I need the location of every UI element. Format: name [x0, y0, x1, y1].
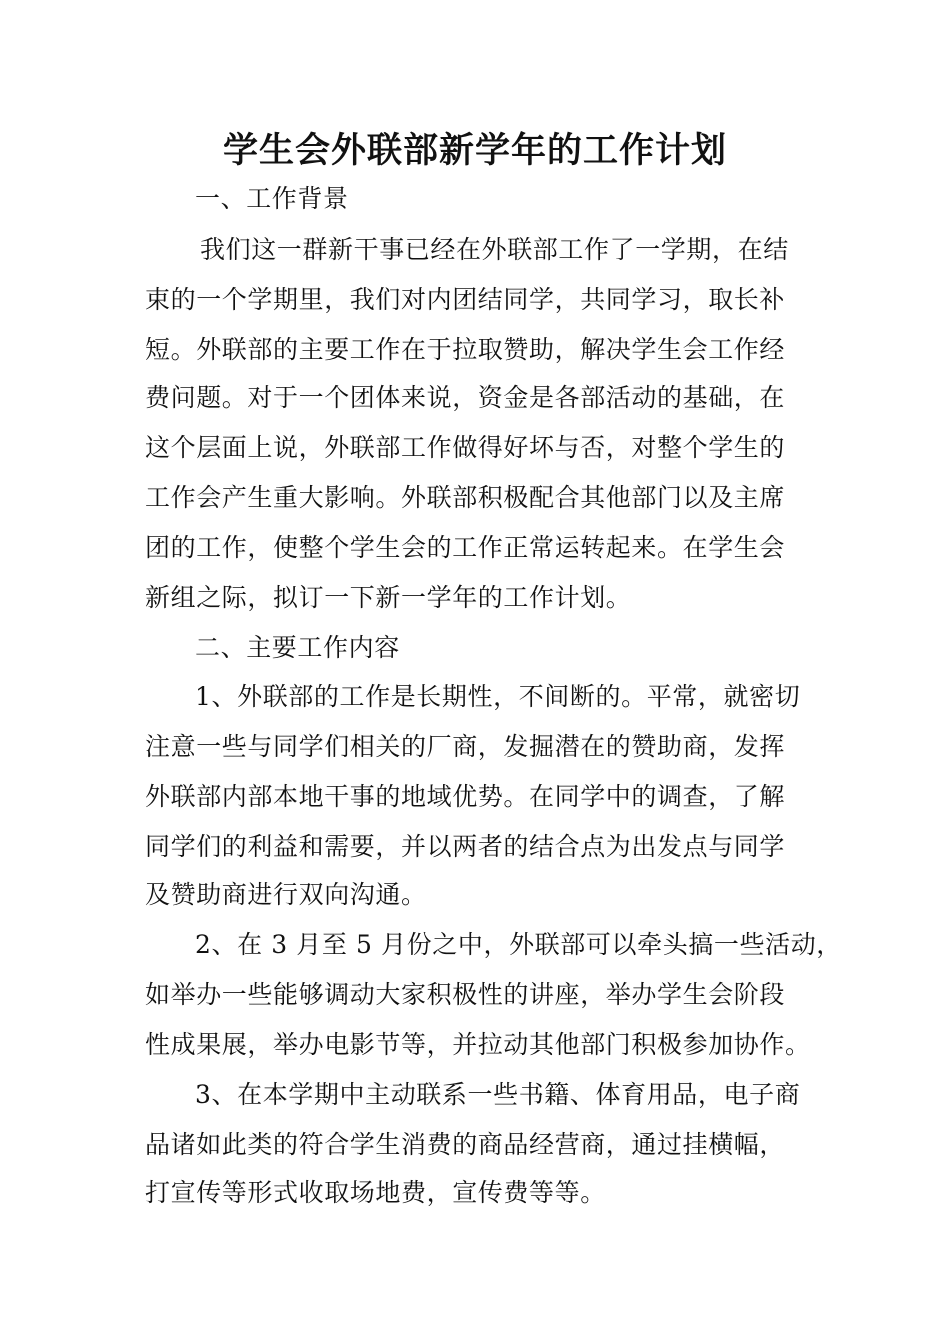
paragraph-line: 费问题。对于一个团体来说，资金是各部活动的基础，在: [145, 383, 786, 412]
section-heading-main-work: 二、主要工作内容: [195, 633, 400, 662]
paragraph-line: 打宣传等形式收取场地费，宣传费等等。: [145, 1178, 606, 1207]
paragraph-line: 3、在本学期中主动联系一些书籍、体育用品，电子商: [195, 1080, 801, 1109]
paragraph-line: 性成果展，举办电影节等，并拉动其他部门积极参加协作。: [145, 1030, 811, 1059]
paragraph-line: 1、外联部的工作是长期性，不间断的。平常，就密切: [195, 682, 801, 711]
paragraph-line: 束的一个学期里，我们对内团结同学，共同学习，取长补: [145, 285, 786, 314]
paragraph-line: 2、在 3 月至 5 月份之中，外联部可以牵头搞一些活动，: [195, 930, 842, 959]
paragraph-line: 同学们的利益和需要，并以两者的结合点为出发点与同学: [145, 832, 786, 861]
paragraph-line: 注意一些与同学们相关的厂商，发掘潜在的赞助商，发挥: [145, 732, 786, 761]
paragraph-line: 新组之际，拟订一下新一学年的工作计划。: [145, 583, 632, 612]
paragraph-line: 工作会产生重大影响。外联部积极配合其他部门以及主席: [145, 483, 786, 512]
paragraph-line: 我们这一群新干事已经在外联部工作了一学期，在结: [200, 235, 789, 264]
document-title: 学生会外联部新学年的工作计划: [222, 130, 727, 171]
paragraph-line: 团的工作，使整个学生会的工作正常运转起来。在学生会: [145, 533, 786, 562]
paragraph-line: 如举办一些能够调动大家积极性的讲座，举办学生会阶段: [145, 980, 786, 1009]
paragraph-line: 这个层面上说，外联部工作做得好坏与否，对整个学生的: [145, 433, 786, 462]
section-heading-background: 一、工作背景: [195, 184, 349, 213]
paragraph-line: 品诸如此类的符合学生消费的商品经营商，通过挂横幅，: [145, 1130, 786, 1159]
paragraph-line: 外联部内部本地干事的地域优势。在同学中的调查，了解: [145, 782, 786, 811]
paragraph-line: 短。外联部的主要工作在于拉取赞助，解决学生会工作经: [145, 335, 786, 364]
paragraph-line: 及赞助商进行双向沟通。: [145, 880, 427, 909]
